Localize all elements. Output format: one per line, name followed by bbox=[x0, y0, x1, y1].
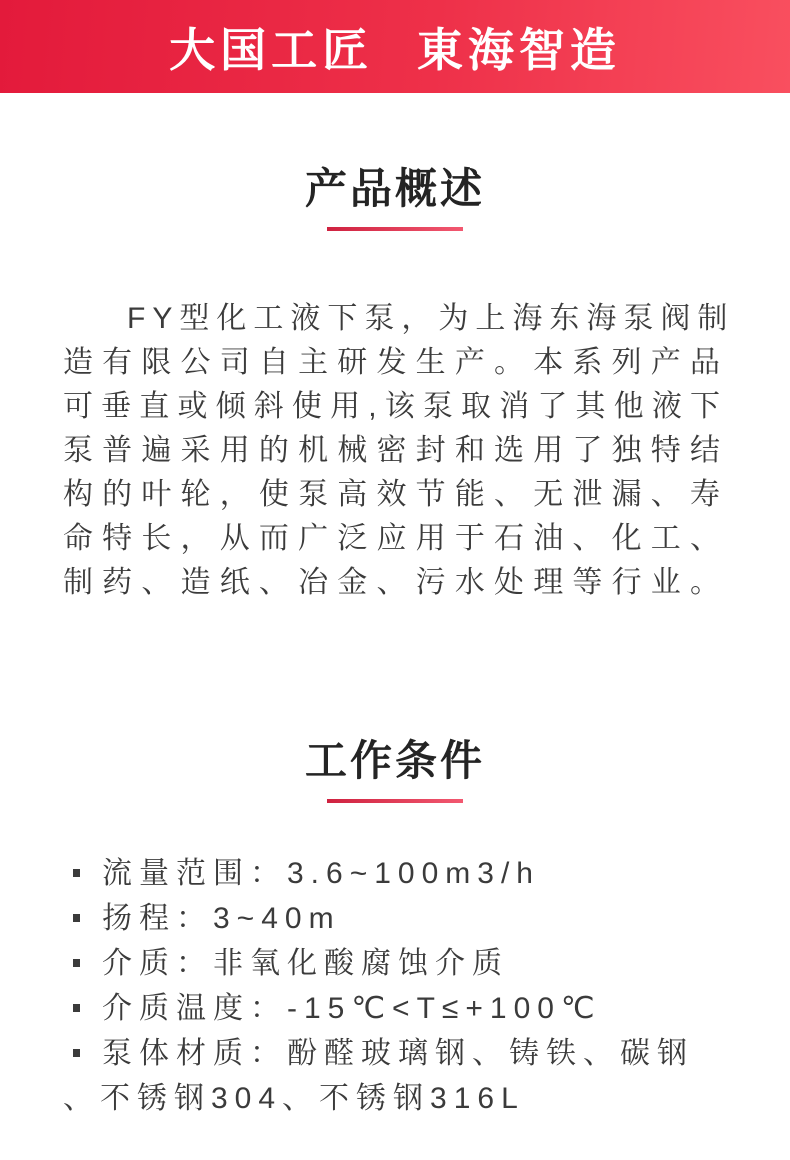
bullet-icon bbox=[73, 914, 80, 922]
bullet-icon bbox=[73, 959, 80, 967]
condition-text: 泵体材质：酚醛玻璃钢、铸铁、碳钢、不锈钢304、不锈钢316L bbox=[63, 1037, 694, 1115]
overview-paragraph bbox=[63, 297, 735, 605]
condition-text: 流量范围：3.6~100m3/h bbox=[102, 857, 540, 890]
bullet-icon bbox=[73, 1049, 80, 1057]
paragraph-line: 制药、造纸、冶金、污水处理等行业。 bbox=[63, 566, 727, 599]
condition-item bbox=[63, 1031, 727, 1121]
top-banner bbox=[0, 0, 790, 93]
paragraph-line: FY型化工液下泵，为上海东海泵阀制 bbox=[127, 302, 735, 335]
paragraph-line: 造有限公司自主研发生产。本系列产品 bbox=[63, 346, 727, 379]
overview-section bbox=[0, 165, 790, 605]
heading-underline bbox=[327, 799, 463, 803]
paragraph-line: 构的叶轮，使泵高效节能、无泄漏、寿 bbox=[63, 478, 727, 511]
paragraph-line: 可垂直或倾斜使用,该泵取消了其他液下 bbox=[63, 390, 727, 423]
condition-item bbox=[63, 851, 727, 896]
conditions-list bbox=[63, 851, 727, 1121]
overview-heading-block bbox=[0, 165, 790, 231]
paragraph-line: 泵普遍采用的机械密封和选用了独特结 bbox=[63, 434, 727, 467]
heading-underline bbox=[327, 227, 463, 231]
condition-item bbox=[63, 986, 727, 1031]
bullet-icon bbox=[73, 1004, 80, 1012]
paragraph-line: 命特长，从而广泛应用于石油、化工、 bbox=[63, 522, 727, 555]
overview-heading: 产品概述 bbox=[304, 165, 485, 212]
bullet-icon bbox=[73, 869, 80, 877]
conditions-heading: 工作条件 bbox=[304, 737, 485, 784]
condition-text: 扬程：3~40m bbox=[102, 902, 341, 935]
working-conditions-section bbox=[0, 737, 790, 1121]
banner-title: 大国工匠 東海智造 bbox=[169, 23, 621, 76]
condition-item bbox=[63, 896, 727, 941]
conditions-heading-block bbox=[0, 737, 790, 803]
condition-item bbox=[63, 941, 727, 986]
condition-text: 介质：非氧化酸腐蚀介质 bbox=[102, 947, 509, 980]
condition-text: 介质温度：-15℃<T≤+100℃ bbox=[102, 992, 602, 1025]
